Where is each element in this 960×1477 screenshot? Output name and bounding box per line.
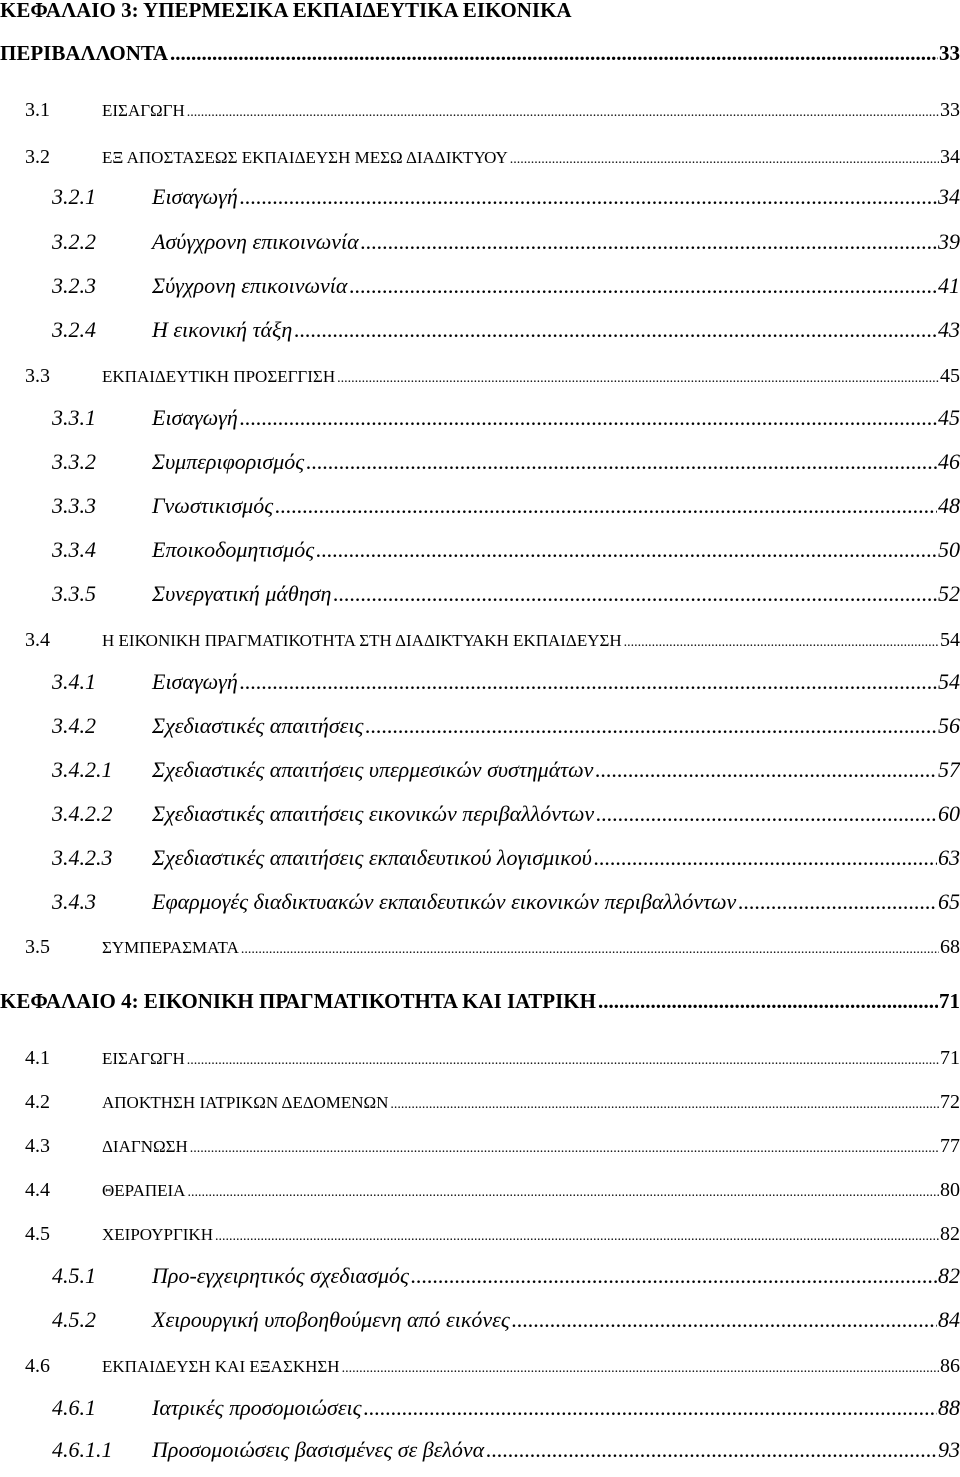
toc-entry[interactable] bbox=[0, 627, 960, 667]
toc-entry-number: 4.2 bbox=[25, 1091, 50, 1113]
toc-entry-page: 48 bbox=[938, 493, 960, 518]
toc-leader-dots bbox=[594, 845, 937, 871]
toc-leader-dots bbox=[364, 1395, 937, 1421]
toc-leader-dots bbox=[598, 988, 938, 1014]
toc-entry-number: 3.4.3 bbox=[52, 889, 96, 914]
toc-entry-number: 3.4 bbox=[25, 629, 50, 651]
toc-entry[interactable] bbox=[0, 97, 960, 137]
toc-entry-number: 3.4.2 bbox=[52, 713, 96, 738]
toc-leader-dots bbox=[306, 449, 937, 475]
toc-entry-number: 3.3.5 bbox=[52, 581, 96, 606]
toc-entry[interactable] bbox=[0, 1395, 960, 1435]
toc-entry[interactable] bbox=[0, 273, 960, 313]
toc-entry-number: 3.2.2 bbox=[52, 229, 96, 254]
toc-leader-dots bbox=[596, 801, 937, 827]
toc-leader-dots bbox=[294, 317, 937, 343]
toc-leader-dots bbox=[187, 1048, 939, 1074]
toc-entry[interactable] bbox=[0, 1263, 960, 1303]
toc-entry-title: ΑΠΟΚΤΗΣΗ ΙΑΤΡΙΚΩΝ ΔΕΔΟΜΕΝΩΝ bbox=[102, 1093, 389, 1112]
toc-entry-page: 45 bbox=[938, 405, 960, 430]
toc-entry-page: 71 bbox=[939, 989, 960, 1013]
toc-entry[interactable] bbox=[0, 934, 960, 974]
toc-entry-number: 3.2.3 bbox=[52, 273, 96, 298]
toc-entry[interactable] bbox=[0, 1133, 960, 1173]
toc-entry-page: 68 bbox=[940, 936, 960, 958]
toc-entry-page: 86 bbox=[940, 1355, 960, 1377]
toc-entry-title: Εισαγωγή bbox=[152, 184, 238, 209]
toc-leader-dots bbox=[240, 405, 937, 431]
toc-entry-number: 3.2.1 bbox=[52, 184, 96, 209]
toc-entry-number: 3.4.1 bbox=[52, 669, 96, 694]
toc-entry[interactable] bbox=[0, 229, 960, 269]
toc-entry-title: Σχεδιαστικές απαιτήσεις bbox=[152, 713, 364, 738]
toc-entry-page: 52 bbox=[938, 581, 960, 606]
toc-entry-page: 34 bbox=[938, 184, 960, 209]
toc-entry-page: 34 bbox=[940, 146, 960, 168]
toc-entry[interactable] bbox=[0, 801, 960, 841]
toc-entry-number: 3.3.4 bbox=[52, 537, 96, 562]
toc-entry-title: Προσομοιώσεις βασισμένες σε βελόνα bbox=[152, 1437, 485, 1462]
toc-entry-title: ΠΕΡΙΒΑΛΛΟΝΤΑ bbox=[0, 41, 169, 65]
toc-leader-dots bbox=[361, 229, 937, 255]
toc-entry-title: Εφαρμογές διαδικτυακών εκπαιδευτικών εικονικών περιβαλλόντων bbox=[152, 889, 737, 914]
toc-entry-page: 88 bbox=[938, 1395, 960, 1420]
toc-entry-title: ΕΞ ΑΠΟΣΤΑΣΕΩΣ ΕΚΠΑΙΔΕΥΣΗ ΜΕΣΩ ΔΙΑΔΙΚΤΥΟΥ bbox=[102, 148, 508, 167]
toc-entry-title: Προ-εγχειρητικός σχεδιασμός bbox=[152, 1263, 409, 1288]
toc-entry-page: 93 bbox=[938, 1437, 960, 1462]
toc-entry-chapter3[interactable] bbox=[0, 40, 960, 80]
toc-entry[interactable] bbox=[0, 493, 960, 533]
toc-entry[interactable] bbox=[0, 1307, 960, 1347]
toc-entry-chapter4[interactable] bbox=[0, 988, 960, 1028]
toc-entry-page: 71 bbox=[940, 1047, 960, 1069]
toc-entry-number: 4.4 bbox=[25, 1179, 50, 1201]
toc-entry[interactable] bbox=[0, 363, 960, 403]
toc-leader-dots bbox=[624, 630, 939, 656]
toc-entry[interactable] bbox=[0, 144, 960, 184]
toc-entry[interactable] bbox=[0, 1045, 960, 1085]
toc-leader-dots bbox=[486, 1437, 937, 1463]
toc-entry-page: 84 bbox=[938, 1307, 960, 1332]
toc-entry-number: 4.5.1 bbox=[52, 1263, 96, 1288]
toc-entry-page: 63 bbox=[938, 845, 960, 870]
toc-leader-dots bbox=[316, 537, 937, 563]
toc-entry-number: 3.3 bbox=[25, 365, 50, 387]
toc-entry-title: Συνεργατική μάθηση bbox=[152, 581, 332, 606]
toc-leader-dots bbox=[215, 1224, 939, 1250]
toc-entry-title: Ασύγχρονη επικοινωνία bbox=[152, 229, 359, 254]
toc-entry-number: 4.6 bbox=[25, 1355, 50, 1377]
toc-entry-title: ΕΙΣΑΓΩΓΗ bbox=[102, 101, 185, 120]
toc-entry-number: 3.1 bbox=[25, 99, 50, 121]
toc-leader-dots bbox=[342, 1356, 939, 1382]
toc-entry-number: 4.5.2 bbox=[52, 1307, 96, 1332]
toc-entry-page: 72 bbox=[940, 1091, 960, 1113]
toc-entry-title: Σχεδιαστικές απαιτήσεις εκπαιδευτικού λογισμικού bbox=[152, 845, 592, 870]
toc-entry-title: Σχεδιαστικές απαιτήσεις εικονικών περιβαλλόντων bbox=[152, 801, 595, 826]
toc-entry-title: ΕΙΣΑΓΩΓΗ bbox=[102, 1049, 185, 1068]
toc-entry[interactable] bbox=[0, 889, 960, 929]
toc-entry-title: ΣΥΜΠΕΡΑΣΜΑΤΑ bbox=[102, 938, 239, 957]
toc-leader-dots bbox=[190, 1136, 939, 1162]
toc-entry-page: 33 bbox=[939, 41, 960, 65]
toc-entry-page: 60 bbox=[938, 801, 960, 826]
toc-entry-title: Η εικονική τάξη bbox=[152, 317, 293, 342]
toc-entry[interactable] bbox=[0, 1089, 960, 1129]
toc-entry[interactable] bbox=[0, 757, 960, 797]
toc-entry-page: 77 bbox=[940, 1135, 960, 1157]
toc-entry-title: ΕΚΠΑΙΔΕΥΣΗ ΚΑΙ ΕΞΑΣΚΗΣΗ bbox=[102, 1357, 340, 1376]
toc-entry-title: ΔΙΑΓΝΩΣΗ bbox=[102, 1137, 188, 1156]
toc-entry-page: 50 bbox=[938, 537, 960, 562]
toc-entry[interactable] bbox=[0, 184, 960, 224]
toc-leader-dots bbox=[510, 147, 939, 173]
toc-entry-title: ΕΚΠΑΙΔΕΥΤΙΚΗ ΠΡΟΣΕΓΓΙΣΗ bbox=[102, 367, 336, 386]
toc-leader-dots bbox=[595, 757, 937, 783]
toc-leader-dots bbox=[337, 366, 939, 392]
toc-leader-dots bbox=[333, 581, 937, 607]
toc-entry-page: 57 bbox=[938, 757, 960, 782]
toc-entry-page: 54 bbox=[938, 669, 960, 694]
toc-entry-title: Εισαγωγή bbox=[152, 669, 238, 694]
toc-entry-title: ΘΕΡΑΠΕΙΑ bbox=[102, 1181, 186, 1200]
toc-entry[interactable] bbox=[0, 1353, 960, 1393]
toc-entry[interactable] bbox=[0, 845, 960, 885]
toc-entry-number: 3.2 bbox=[25, 146, 50, 168]
toc-leader-dots bbox=[390, 1092, 939, 1118]
toc-entry-number: 3.4.2.3 bbox=[52, 845, 113, 870]
toc-leader-dots bbox=[170, 40, 938, 66]
toc-entry-page: 82 bbox=[938, 1263, 960, 1288]
toc-entry-title: Η ΕΙΚΟΝΙΚΗ ΠΡΑΓΜΑΤΙΚΟΤΗΤΑ ΣΤΗ ΔΙΑΔΙΚΤΥΑΚΗ ΕΚΠΑΙΔΕΥΣΗ bbox=[102, 631, 622, 650]
toc-entry-page: 45 bbox=[940, 365, 960, 387]
toc-entry-number: 3.4.2.1 bbox=[52, 757, 113, 782]
toc-entry-number: 4.6.1.1 bbox=[52, 1437, 113, 1462]
toc-entry-page: 56 bbox=[938, 713, 960, 738]
toc-entry-title: Ιατρικές προσομοιώσεις bbox=[152, 1395, 362, 1420]
toc-entry[interactable] bbox=[0, 317, 960, 357]
toc-entry-title: ΧΕΙΡΟΥΡΓΙΚΗ bbox=[102, 1225, 213, 1244]
toc-entry-page: 82 bbox=[940, 1223, 960, 1245]
toc-leader-dots bbox=[241, 937, 939, 963]
toc-entry[interactable] bbox=[0, 1177, 960, 1217]
toc-leader-dots bbox=[349, 273, 937, 299]
toc-entry-page: 39 bbox=[938, 229, 960, 254]
toc-entry[interactable] bbox=[0, 405, 960, 445]
toc-entry-number: 3.5 bbox=[25, 936, 50, 958]
toc-leader-dots bbox=[411, 1263, 937, 1289]
toc-leader-dots bbox=[738, 889, 937, 915]
toc-leader-dots bbox=[240, 184, 937, 210]
toc-entry-number: 3.2.4 bbox=[52, 317, 96, 342]
toc-entry-number: 4.1 bbox=[25, 1047, 50, 1069]
toc-entry-title: Εποικοδομητισμός bbox=[152, 537, 315, 562]
toc-entry-title: Σύγχρονη επικοινωνία bbox=[152, 273, 348, 298]
toc-entry-number: 3.3.1 bbox=[52, 405, 96, 430]
toc-entry-title: ΚΕΦΑΛΑΙΟ 4: ΕΙΚΟΝΙΚΗ ΠΡΑΓΜΑΤΙΚΟΤΗΤΑ ΚΑΙ ΙΑΤΡΙΚΗ bbox=[0, 989, 596, 1013]
toc-entry-page: 46 bbox=[938, 449, 960, 474]
toc-leader-dots bbox=[187, 1180, 939, 1206]
toc-entry-number: 3.3.3 bbox=[52, 493, 96, 518]
toc-leader-dots bbox=[240, 669, 937, 695]
toc-entry[interactable] bbox=[0, 713, 960, 753]
toc-entry-number: 4.5 bbox=[25, 1223, 50, 1245]
toc-entry[interactable] bbox=[0, 1221, 960, 1261]
toc-entry-page: 41 bbox=[938, 273, 960, 298]
toc-leader-dots bbox=[512, 1307, 937, 1333]
toc-entry-number: 4.6.1 bbox=[52, 1395, 96, 1420]
toc-entry-number: 3.4.2.2 bbox=[52, 801, 113, 826]
toc-leader-dots bbox=[187, 100, 939, 126]
toc-entry[interactable] bbox=[0, 449, 960, 489]
toc-entry-page: 43 bbox=[938, 317, 960, 342]
toc-entry-number: 4.3 bbox=[25, 1135, 50, 1157]
toc-entry-title: Γνωστικισμός bbox=[152, 493, 274, 518]
toc-entry-number: 3.3.2 bbox=[52, 449, 96, 474]
toc-entry[interactable] bbox=[0, 1437, 960, 1477]
toc-entry[interactable] bbox=[0, 537, 960, 577]
toc-entry-page: 80 bbox=[940, 1179, 960, 1201]
toc-entry-title: Χειρουργική υποβοηθούμενη από εικόνες bbox=[152, 1307, 510, 1332]
toc-leader-dots bbox=[275, 493, 937, 519]
toc-entry-title: Συμπεριφορισμός bbox=[152, 449, 305, 474]
toc-entry-page: 33 bbox=[940, 99, 960, 121]
toc-entry[interactable] bbox=[0, 581, 960, 621]
toc-entry-page: 54 bbox=[940, 629, 960, 651]
toc-entry-title: Εισαγωγή bbox=[152, 405, 238, 430]
toc-entry-title: Σχεδιαστικές απαιτήσεις υπερμεσικών συστημάτων bbox=[152, 757, 594, 782]
chapter-heading-line1: ΚΕΦΑΛΑΙΟ 3: ΥΠΕΡΜΕΣΙΚΑ ΕΚΠΑΙΔΕΥΤΙΚΑ ΕΙΚΟΝΙΚΑ bbox=[0, 0, 572, 22]
toc-leader-dots bbox=[365, 713, 937, 739]
toc-entry-page: 65 bbox=[938, 889, 960, 914]
toc-entry[interactable] bbox=[0, 669, 960, 709]
